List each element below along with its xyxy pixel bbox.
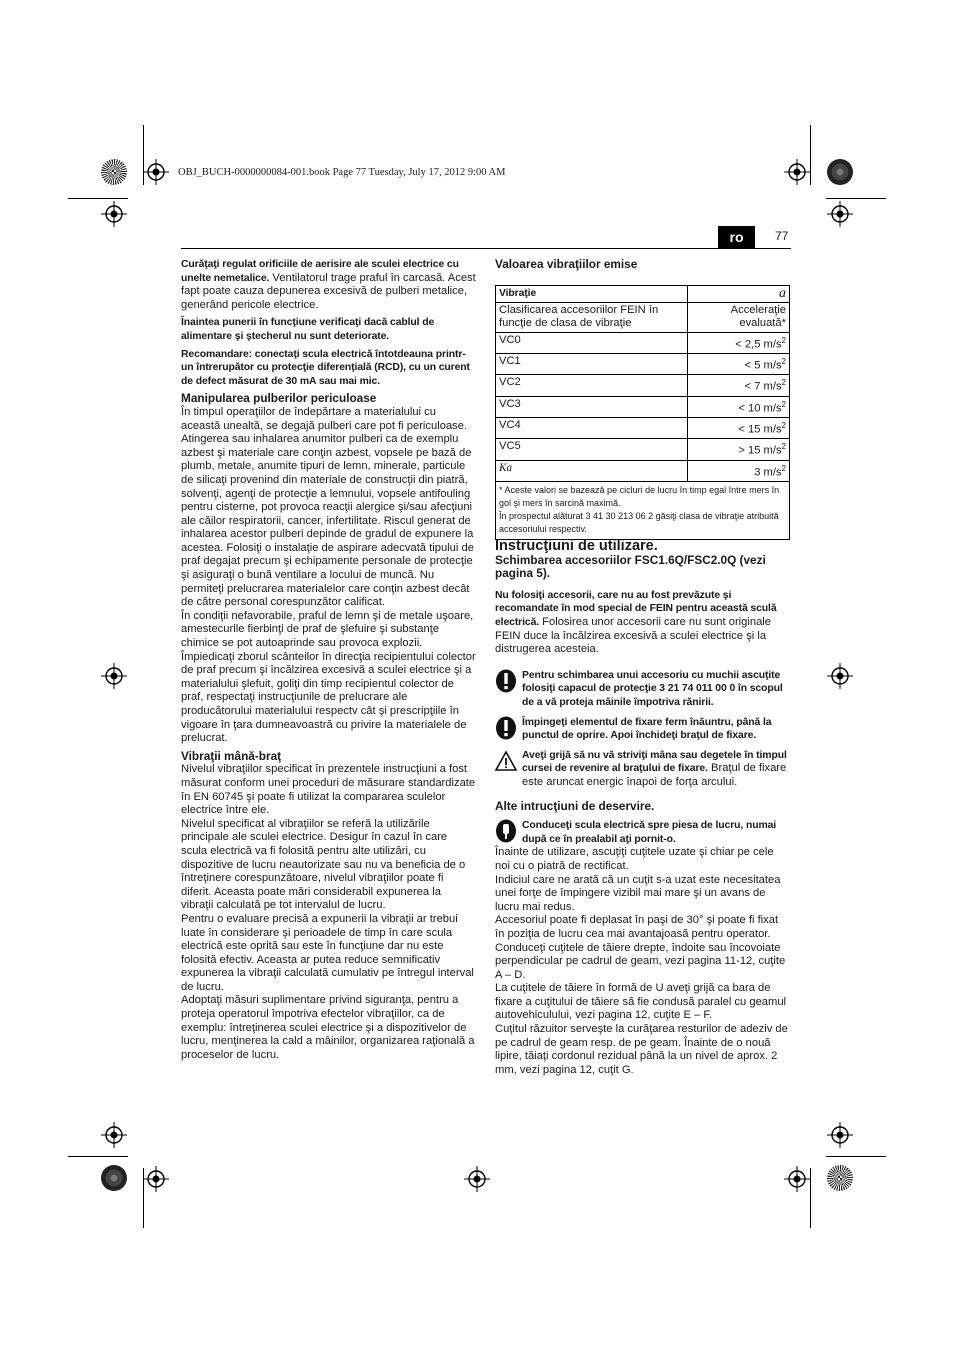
paragraph: Nivelul specificat al vibraţiilor se referă la utilizările principale ale sculei electrice. Desigur în cazul în care scula electrică va fi folosită pentru alte utilizări, cu dispozitive de lucru neautorizate sau nu va beneficia de o întreţinere corespunzătoare, nivelul vibraţiilor poate fi diferit. Aceasta poate mări considerabil expunerea la vibraţii calculată pe tot intervalul de lucru. [181, 817, 466, 912]
table-row [496, 439, 790, 460]
crop-mark [68, 198, 128, 199]
value: < 10 m/s [738, 402, 782, 415]
table-header-cell: a [688, 285, 790, 302]
crop-mark [810, 1168, 811, 1228]
paragraph: Adoptaţi măsuri suplimentare privind siguranţa, pentru a proteja operatorul împotriva efectelor vibraţiilor, ca de exemplu: întreţinerea sculei electrice şi a dispozitivelor de lucru, menţinerea la cald a mâinilor, organizarea raţională a proceselor de lucru. [181, 994, 475, 1061]
notice-text [522, 749, 790, 790]
table-row [496, 332, 790, 353]
paragraph: În condiţii nefavorabile, praful de lemn şi de metale uşoare, amestecurile fierbinţi de praf de şlefuire şi substanţe chimice se pot autoaprinde sau provoca explozii. Împiedicaţi zborul scânteilor în direcţia recipientului colector de praf precum şi încălzirea excesivă a sculei electrice şi a materialului şlefuit, goliţi din timp recipientul colector de praf, respectaţi instrucţiunile de prelucrare ale producătorului materialului respectv cât şi prescripţiile în vigoare în ţara dumneavoastră cu privire la materialele de prelucrat. [181, 609, 476, 745]
table-cell: Clasificarea accesoriilor FEIN în funcţie de clasa de vibraţie [496, 302, 688, 332]
section-heading: Schimbarea accesoriilor FSC1.6Q/FSC2.0Q (vezi pagina 5). [495, 552, 766, 581]
paragraph [181, 258, 476, 312]
header-rule [181, 248, 791, 249]
warning-paragraph: Recomandare: conectaţi scula electrică întotdeauna printr-un întrerupător cu protecţie diferenţială (RCD), cu un curent de defect măsurat de 30 mA sau mai mic. [181, 348, 470, 387]
paragraph-text: Ventilatorul trage praful în carcasă. Acest fapt poate cauza depunerea excesivă de pulberi metalice, generând pericole electrice. [181, 271, 476, 311]
section-heading: Vibraţii mână-braţ [181, 748, 282, 763]
table-cell [688, 332, 790, 353]
registration-disc-icon [827, 159, 853, 185]
table-cell: VC1 [496, 354, 688, 375]
value: < 15 m/s [738, 423, 782, 436]
exponent: 2 [781, 442, 786, 452]
exponent: 2 [781, 357, 786, 367]
registration-disc-icon [827, 1165, 853, 1191]
paragraph: Nivelul vibraţiilor specificat în prezentele instrucţiuni a fost măsurat conform unei proceduri de măsurare standardizate în EN 60745 şi poate fi utilizat la compararea sculelor electrice între ele. [181, 763, 476, 817]
crop-mark [810, 125, 811, 185]
crop-mark [68, 1156, 128, 1157]
section-heading: Valoarea vibraţiilor emise [495, 257, 638, 271]
table-row [496, 375, 790, 396]
table-cell: VC0 [496, 332, 688, 353]
registration-crosshair-icon [827, 201, 853, 227]
footnote-text: * Aceste valori se bazează pe cicluri de lucru în timp egal între mers în gol şi mers în sarcină maximă. [499, 485, 780, 509]
notice-text: Pentru schimbarea unui accesoriu cu muchii ascuţite folosiţi capacul de protecţie 3 21 74 011 00 0 în scopul de a vă proteja mâinile împotriva rănirii. [522, 669, 783, 709]
registration-disc-icon [101, 1165, 127, 1191]
paragraph: Cuţitul răzuitor serveşte la curăţarea resturilor de adeziv de pe cadrul de geam resp. de pe geam. Înainte de o nouă lipire, tăiaţi cordonul rezidual până la un nivel de aprox. 2 mm, vezi pagina 12, cuţit G. [495, 1023, 788, 1076]
print-slug: OBJ_BUCH-0000000084-001.book Page 77 Tuesday, July 17, 2012 9:00 AM [178, 167, 506, 178]
registration-crosshair-icon [143, 1166, 169, 1192]
table-cell: VC4 [496, 418, 688, 439]
table-row [496, 460, 790, 481]
paragraph-text: Braţul de fixare este aruncat energic înapoi de forţa arcului. [522, 762, 787, 788]
paragraph: Înainte de utilizare, ascuţiţi cuţitele uzate şi chiar pe cele noi cu o piatră de rectificat. [495, 846, 774, 872]
section-title: Instrucţiuni de utilizare. [495, 538, 658, 555]
registration-crosshair-icon [101, 1122, 127, 1148]
bold-lead: Curăţaţi regulat orificiile de aerisire ale sculei electrice cu unelte nemetalice. [181, 259, 459, 284]
registration-crosshair-icon [827, 1122, 853, 1148]
table-footnote [496, 482, 790, 540]
value: < 7 m/s [744, 381, 782, 394]
table-cell: Ka [496, 460, 688, 481]
registration-crosshair-icon [464, 1166, 490, 1192]
table-row [496, 418, 790, 439]
table-cell [688, 375, 790, 396]
value: > 15 m/s [738, 445, 782, 458]
section-heading: Alte intrucţiuni de deservire. [495, 798, 655, 813]
table-footnote-row [496, 482, 790, 540]
section-heading: Manipularea pulberilor periculoase [181, 391, 377, 406]
vibration-table [495, 285, 790, 540]
paragraph: Atingerea sau inhalarea anumitor pulberi ca de exemplu azbest şi materiale care conţin azbest, vopsele pe bază de plumb, metale, anumite tipuri de lemn, minerale, particule de silicaţi provenind din materiale de construcţii din piatră, solvenţi, agenţi de protecţie a lemnului, vopsele antifouling pentru cisterne, pot provoca reacţii alergice şi/sau afecţiuni ale căilor respiratorii, cancer, infertilitate. Riscul generat de inhalarea acestor pulberi depinde de gradul de expunere la acestea. Folosiţi o instalaţie de aspirare adecvată tipului de praf degajat precum şi echipamente personale de protecţie şi asiguraţi o bună ventilare a locului de muncă. Nu permiteţi prelucrarea materialelor care conţin azbest decât de către personal corespunzător calificat. [181, 433, 474, 609]
table-cell: VC2 [496, 375, 688, 396]
table-cell: Acceleraţie evaluată* [688, 302, 790, 332]
notice-pinch-warning [495, 749, 790, 790]
paragraph: La cuţitele de tăiere în formă de U aveţi grijă ca bara de fixare a cuţitului de tăiere să fie condusă paralel cu geamul autovehiculului, vezi pagina 12, cuţite E – F. [495, 982, 787, 1022]
crop-mark [826, 1156, 886, 1157]
exponent: 2 [781, 421, 786, 431]
table-cell [688, 354, 790, 375]
table-cell [688, 460, 790, 481]
notice-switch-on [495, 819, 790, 846]
notice-text: Împingeţi elementul de fixare ferm înăuntru, până la punctul de oprire. Apoi închideţi braţul de fixare. [522, 716, 772, 742]
paragraph: Accesoriul poate fi deplasat în paşi de 30° şi poate fi fixat în poziţia de lucru cea mai avantajoasă pentru operator. [495, 914, 779, 940]
right-column [495, 258, 790, 1077]
page-number: 77 [775, 229, 789, 243]
registration-crosshair-icon [143, 159, 169, 185]
value: < 5 m/s [744, 359, 782, 372]
registration-crosshair-icon [827, 663, 853, 689]
registration-crosshair-icon [784, 1166, 810, 1192]
notice-protective-cover [495, 669, 790, 710]
exponent: 2 [781, 335, 786, 345]
language-badge: ro [718, 226, 755, 248]
value: < 2,5 m/s [735, 338, 782, 351]
table-row [496, 354, 790, 375]
table-row [496, 396, 790, 417]
notice-clamping [495, 716, 790, 743]
crop-mark [826, 198, 886, 199]
table-cell: VC5 [496, 439, 688, 460]
table-cell [688, 439, 790, 460]
notice-text: Conduceţi scula electrică spre piesa de lucru, numai după ce în prealabil aţi pornit-o. [522, 820, 777, 845]
warning-paragraph: Înaintea punerii în funcţiune verificaţi dacă cablul de alimentare şi ştecherul nu sunt deteriorate. [181, 317, 435, 342]
registration-disc-icon [101, 159, 127, 185]
bold-lead: Aveţi grijă să nu vă striviţi mâna sau degetele în timpul cursei de revenire al braţului de fixare. [522, 749, 787, 775]
table-cell [688, 418, 790, 439]
table-header-cell: Vibraţie [496, 285, 688, 302]
exclamation-icon [495, 716, 517, 740]
paragraph-text: Folosirea unor accesorii care nu sunt originale FEIN duce la încălzirea excesivă a sculei electrice şi la distrugerea acesteia. [495, 616, 772, 656]
paragraph: Conduceţi cuţitele de tăiere drepte, îndoite sau încovoiate perpendicular pe cadrul de geam, vezi pagina 11-12, cuţite A – D. [495, 941, 786, 981]
exponent: 2 [781, 463, 786, 473]
exponent: 2 [781, 378, 786, 388]
warning-triangle-icon [495, 749, 517, 773]
paragraph: În timpul operaţiilor de îndepărtare a materialului cu această unealtă, se degajă pulberi care pot fi periculoase. [181, 405, 468, 432]
exclamation-icon [495, 669, 517, 693]
paragraph [495, 589, 790, 657]
table-header-row [496, 285, 790, 302]
registration-crosshair-icon [784, 159, 810, 185]
footnote-text: În prospectul alăturat 3 41 30 213 06 2 găsiţi clasa de vibraţie atribuită accesoriului respectiv. [499, 511, 779, 535]
registration-crosshair-icon [101, 663, 127, 689]
exponent: 2 [781, 399, 786, 409]
table-cell: VC3 [496, 396, 688, 417]
bold-lead: Nu folosiţi accesorii, care nu au fost prevăzute şi recomandate în mod special de FEIN pentru această sculă electrică. [495, 589, 777, 629]
table-cell [688, 396, 790, 417]
left-column [181, 258, 476, 1062]
registration-crosshair-icon [101, 201, 127, 227]
paragraph: Pentru o evaluare precisă a expunerii la vibraţii ar trebui luate în considerare şi perioadele de timp în care scula electrică este oprită sau este în funcţiune dar nu este folosită efectiv. Aceasta ar putea reduce semnificativ expunerea la vibraţii calculată cumulativ pe întregul interval de lucru. [181, 912, 474, 993]
paragraph: Indiciul care ne arată că un cuţit s-a uzat este necesitatea unei forţe de împingere vizibil mai mare şi un avans de lucru mai redus. [495, 873, 781, 913]
hand-on-tool-icon [495, 819, 517, 843]
value: 3 m/s [754, 466, 782, 479]
table-row [496, 302, 790, 332]
